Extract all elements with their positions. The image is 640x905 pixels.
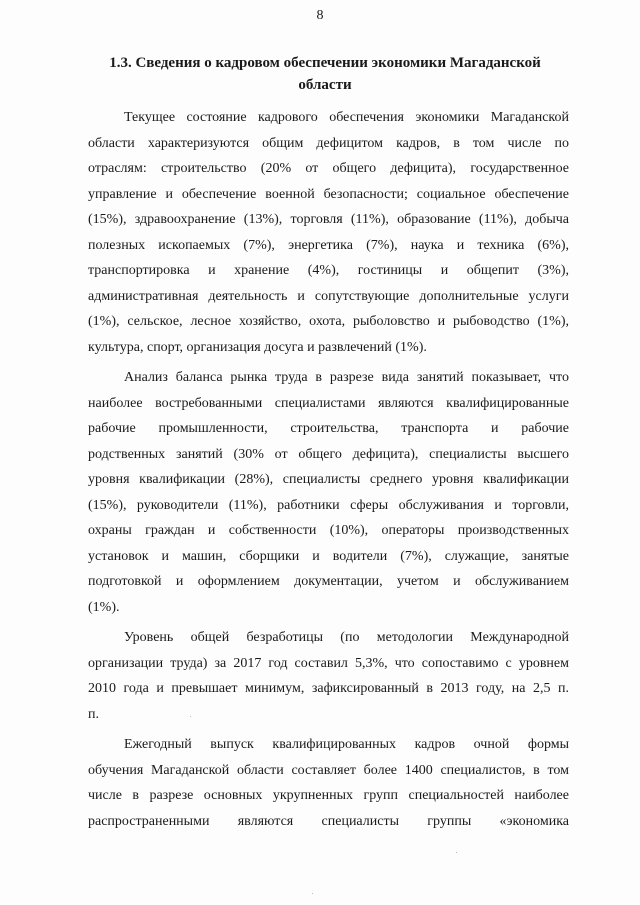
text-line: установок и машин, сборщики и водители (7%), служащие, занятые xyxy=(88,548,569,564)
text-line: (15%), здравоохранение (13%), торговля (11%), образование (11%), добыча xyxy=(88,212,569,227)
text-line: транспортировка и хранение (4%), гостиницы и общепит (3%), xyxy=(88,263,569,278)
text-line: области характеризуются общим дефицитом кадров, в том числе по xyxy=(88,135,569,151)
paragraph-graduates xyxy=(88,732,569,834)
section-title-line: 1.3. Сведения о кадровом обеспечении экономики Магаданской xyxy=(109,55,541,71)
text-line: уровня квалификации (28%), специалисты среднего уровня квалификации xyxy=(88,472,569,487)
text-line: Анализ баланса рынка труда в разрезе вида занятий показывает, что xyxy=(124,370,569,385)
text-line: 2010 года и превышает минимум, зафиксированный в 2013 году, на 2,5 п. xyxy=(88,681,569,696)
text-line: (1%). xyxy=(88,599,120,615)
text-line: (1%), сельское, лесное хозяйство, охота, рыболовство и рыбоводство (1%), xyxy=(88,314,569,329)
page-number: 8 xyxy=(316,8,324,23)
paragraph-unemployment xyxy=(88,625,569,727)
text-line: Ежегодный выпуск квалифицированных кадров очной формы xyxy=(124,737,569,752)
paragraph-labor-market-analysis xyxy=(88,365,569,620)
text-line: рабочие промышленности, строительства, транспорта и рабочие xyxy=(88,421,569,436)
text-line: культура, спорт, организация досуга и развлечений (1%). xyxy=(88,339,427,355)
text-line: полезных ископаемых (7%), энергетика (7%), наука и техника (6%), xyxy=(88,237,569,253)
section-title xyxy=(95,52,555,96)
text-line: наиболее востребованными специалистами являются квалифицированные xyxy=(88,395,569,411)
text-line: охраны граждан и собственности (10%), операторы производственных xyxy=(88,523,569,538)
scan-speck xyxy=(312,893,313,894)
text-line: числе в разрезе основных укрупненных групп специальностей наиболее xyxy=(88,788,569,803)
text-line: Уровень общей безработицы (по методологии Международной xyxy=(124,630,569,645)
text-line: (15%), руководители (11%), работники сферы обслуживания и торговли, xyxy=(88,497,569,513)
section-title-line: области xyxy=(298,77,352,93)
text-line: управление и обеспечение военной безопасности; социальное обеспечение xyxy=(88,186,569,202)
scan-speck xyxy=(456,852,457,853)
scan-speck xyxy=(190,716,191,717)
text-line: организации труда) за 2017 год составил 5,3%, что сопоставимо с уровнем xyxy=(88,655,569,671)
text-line: административная деятельность и сопутствующие дополнительные услуги xyxy=(88,288,569,304)
text-line: отраслям: строительство (20% от общего дефицита), государственное xyxy=(88,161,569,176)
text-line: распространенными являются специалисты группы «экономика xyxy=(88,813,569,829)
text-line: Текущее состояние кадрового обеспечения экономики Магаданской xyxy=(124,110,569,125)
body-text xyxy=(88,105,569,839)
paragraph-staffing-deficit xyxy=(88,105,569,360)
text-line: подготовкой и оформлением документации, учетом и обслуживанием xyxy=(88,574,569,589)
text-line: родственных занятий (30% от общего дефицита), специалисты высшего xyxy=(88,446,569,462)
text-line: обучения Магаданской области составляет более 1400 специалистов, в том xyxy=(88,762,569,778)
text-line: п. xyxy=(88,706,99,722)
